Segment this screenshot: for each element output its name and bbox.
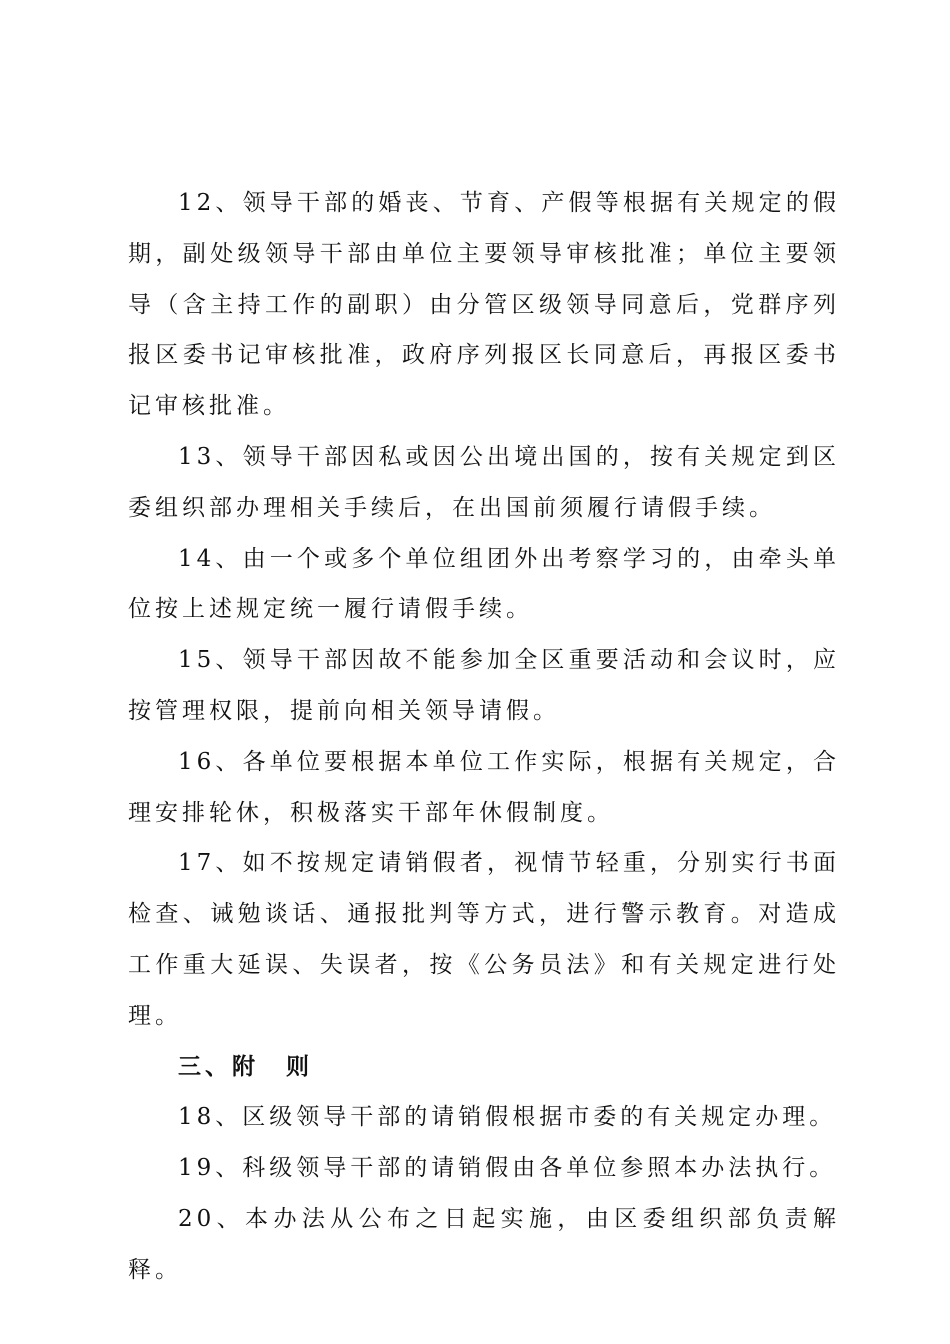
document-body — [128, 178, 840, 1296]
paragraph-14: 14、由一个或多个单位组团外出考察学习的，由牵头单位按上述规定统一履行请假手续。 — [128, 545, 840, 623]
section-heading: 三、附 则 — [178, 1053, 313, 1080]
paragraph-12: 12、领导干部的婚丧、节育、产假等根据有关规定的假期，副处级领导干部由单位主要领导审核批准；单位主要领导（含主持工作的副职）由分管区级领导同意后，党群序列报区委书记审核批准，政府序列报区长同意后，再报区委书记审核批准。 — [128, 190, 840, 420]
paragraph-15: 15、领导干部因故不能参加全区重要活动和会议时，应按管理权限，提前向相关领导请假。 — [128, 647, 840, 724]
paragraph-16: 16、各单位要根据本单位工作实际，根据有关规定，合理安排轮休，积极落实干部年休假制度。 — [128, 748, 840, 826]
paragraph-20: 20、本办法从公布之日起实施，由区委组织部负责解释。 — [128, 1205, 840, 1283]
paragraph-18: 18、区级领导干部的请销假根据市委的有关规定办理。 — [178, 1104, 837, 1131]
paragraph-19: 19、科级领导干部的请销假由各单位参照本办法执行。 — [178, 1155, 837, 1182]
paragraph-13: 13、领导干部因私或因公出境出国的，按有关规定到区委组织部办理相关手续后，在出国前须履行请假手续。 — [128, 443, 840, 521]
paragraph-17: 17、如不按规定请销假者，视情节轻重，分别实行书面检查、诫勉谈话、通报批判等方式，进行警示教育。对造成工作重大延误、失误者，按《公务员法》和有关规定进行处理。 — [128, 850, 840, 1029]
